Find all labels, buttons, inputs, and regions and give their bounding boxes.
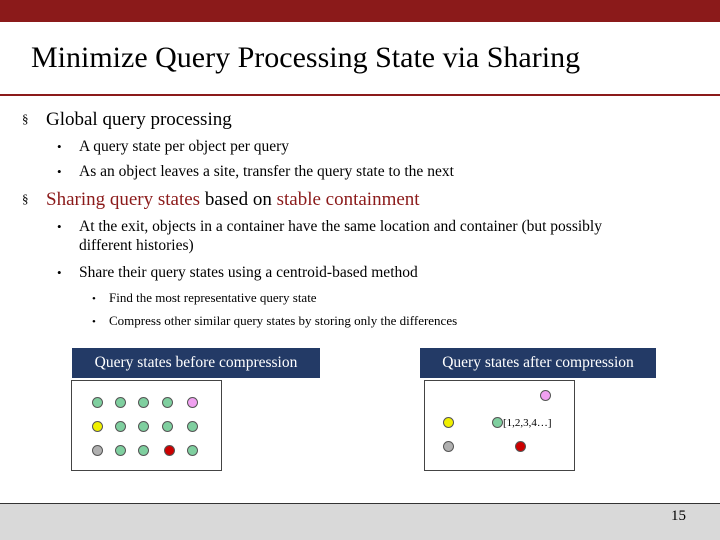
footer-band [0,504,720,540]
title-divider [0,94,720,96]
query-state-dot-green [187,445,198,456]
query-state-dot-red [164,445,175,456]
bullet-text: Global query processing [46,109,232,130]
query-state-dot-green [138,421,149,432]
bullet-sharing-query-states [22,187,420,212]
sub-bullet-marker: • [57,265,62,280]
bullet-text-accent-containment: stable containment [276,189,420,210]
sub-bullet-text-line1: At the exit, objects in a container have the same location and container (but possibly [79,218,602,235]
before-compression-label: Query states before compression [72,348,320,378]
query-state-dot-pink [540,390,551,401]
bullet-text-accent-sharing: Sharing query states [46,189,201,210]
query-state-dot-green [138,445,149,456]
query-state-dot-green [162,421,173,432]
query-state-dot-green [92,397,103,408]
subsub-bullet-marker: • [92,316,96,328]
slide-title: Minimize Query Processing State via Sharing [31,41,581,74]
query-state-dot-green [115,397,126,408]
sub-bullet-marker: • [57,164,62,179]
subsub-bullet-marker: • [92,293,96,305]
query-state-dot-yellow [92,421,103,432]
subsub-bullet-representative [92,289,317,308]
bullet-marker: § [22,111,29,126]
query-state-dot-green [115,445,126,456]
difference-list-label: [1,2,3,4…] [503,417,552,429]
centroid-query-state-dot [492,417,503,428]
sub-bullet-text: A query state per object per query [79,138,290,155]
query-state-dot-green [187,421,198,432]
query-state-dot-gray [443,441,454,452]
subsub-bullet-text: Compress other similar query states by storing only the differences [109,313,458,328]
top-band [0,0,720,22]
query-state-dot-green [138,397,149,408]
query-state-dot-gray [92,445,103,456]
sub-bullet-marker: • [57,219,62,234]
after-compression-box [424,380,575,471]
subsub-bullet-compress [92,312,457,331]
query-state-dot-green [115,421,126,432]
page-number: 15 [671,508,686,524]
sub-bullet-text: As an object leaves a site, transfer the query state to the next [79,163,454,180]
sub-bullet-text-line2: different histories) [79,237,194,254]
before-compression-box [71,380,222,471]
sub-bullet-marker: • [57,139,62,154]
bullet-text-plain: based on [200,189,277,210]
subsub-bullet-text: Find the most representative query state [109,290,317,305]
query-state-dot-pink [187,397,198,408]
sub-bullet-text: Share their query states using a centroid-based method [79,264,418,281]
query-state-dot-yellow [443,417,454,428]
after-compression-label: Query states after compression [420,348,656,378]
query-state-dot-red [515,441,526,452]
query-state-dot-green [162,397,173,408]
bullet-marker: § [22,191,29,206]
bullet-global-query-processing [22,107,232,132]
